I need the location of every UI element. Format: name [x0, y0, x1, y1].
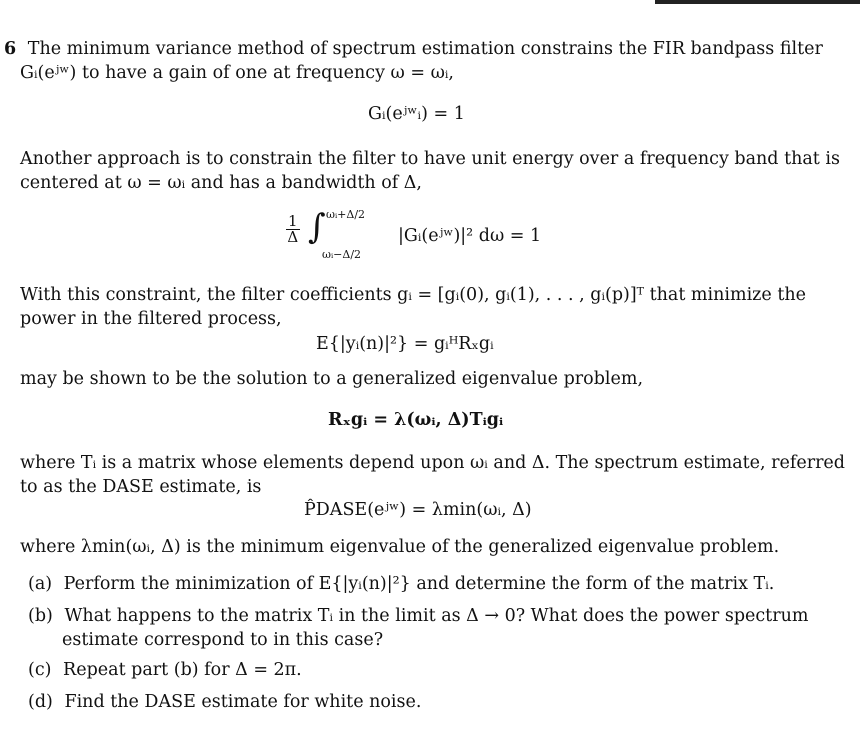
list-item [28, 692, 421, 712]
para1-line2: Gᵢ(eʲʷ) to have a gain of one at frequency ω = ωᵢ, [20, 63, 454, 83]
item-label: (a) [28, 574, 53, 594]
para2-line2: centered at ω = ωᵢ and has a bandwidth of Δ, [20, 173, 422, 193]
list-item [28, 660, 302, 680]
equation-5: P̂DASE(eʲʷ) = λmin(ωᵢ, Δ) [304, 500, 532, 520]
para5-line1: where Tᵢ is a matrix whose elements depend upon ωᵢ and Δ. The spectrum estimate, referred [20, 453, 845, 473]
para6: where λmin(ωᵢ, Δ) is the minimum eigenvalue of the generalized eigenvalue problem. [20, 537, 780, 557]
problem-number: 6 [4, 39, 17, 59]
list-item [28, 606, 808, 626]
item-text: What happens to the matrix Tᵢ in the limit as Δ → 0? What does the power spectrum [64, 606, 809, 626]
problem-line-1 [4, 38, 823, 60]
item-text: Perform the minimization of E{|yᵢ(n)|²} and determine the form of the matrix Tᵢ. [63, 574, 775, 594]
item-text: Find the DASE estimate for white noise. [64, 692, 422, 712]
equation-3: E{|yᵢ(n)|²} = gᵢᴴRₓgᵢ [316, 334, 494, 354]
para4: may be shown to be the solution to a generalized eigenvalue problem, [20, 369, 644, 389]
eq2-fraction [286, 214, 300, 245]
item-label: (c) [28, 660, 52, 680]
list-item [28, 574, 774, 594]
para3-line1: With this constraint, the filter coefficients gᵢ = [gᵢ(0), gᵢ(1), . . . , gᵢ(p)]ᵀ that minimize the [20, 285, 806, 305]
para3-line2: power in the filtered process, [20, 309, 282, 329]
eq2-frac-den: Δ [287, 228, 299, 246]
item-label: (b) [28, 606, 53, 626]
equation-4: Rₓgᵢ = λ(ωᵢ, Δ)Tᵢgᵢ [328, 410, 504, 430]
integral-sign: ∫ [308, 207, 326, 247]
eq2-lower-limit: ωᵢ−Δ/2 [322, 248, 362, 261]
eq2-integrand: |Gᵢ(eʲʷ)|² dω = 1 [398, 226, 542, 246]
item-text-cont: estimate correspond to in this case? [62, 630, 384, 650]
item-label: (d) [28, 692, 53, 712]
para5-line2: to as the DASE estimate, is [20, 477, 262, 497]
para1-line1: The minimum variance method of spectrum estimation constrains the FIR bandpass filter [27, 39, 823, 59]
equation-2 [286, 204, 586, 264]
item-text: Repeat part (b) for Δ = 2π. [63, 660, 302, 680]
equation-1: Gᵢ(eʲʷᵢ) = 1 [368, 104, 465, 124]
para2-line1: Another approach is to constrain the filter to have unit energy over a frequency band that is [20, 149, 840, 169]
eq2-frac-num: 1 [288, 212, 298, 230]
eq2-upper-limit: ωᵢ+Δ/2 [326, 208, 366, 221]
header-rule [655, 0, 860, 4]
